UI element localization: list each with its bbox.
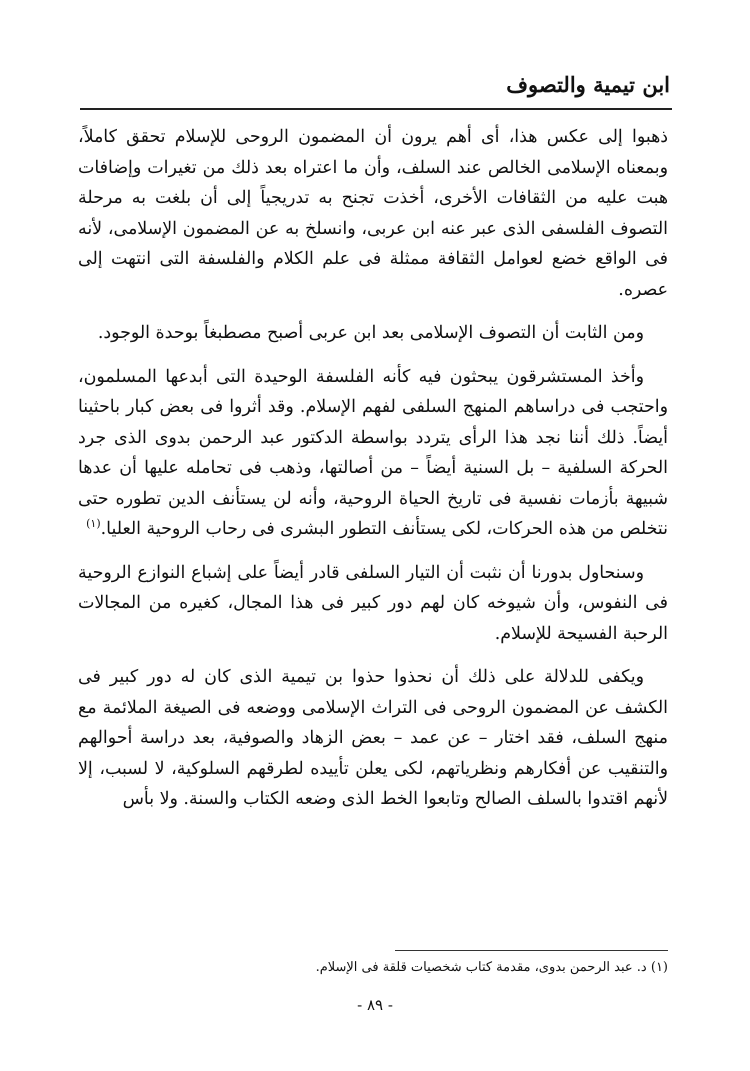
paragraph-4: وسنحاول بدورنا أن نثبت أن التيار السلفى قادر أيضاً على إشباع النوازع الروحية فى النفوس، وأن شيوخه كان لهم دور كبير فى هذا المجال، كغيره من المجالات الرحبة الفسيحة للإسلام.: [78, 562, 668, 644]
paragraph-5: ويكفى للدلالة على ذلك أن نحذوا حذوا بن تيمية الذى كان له دور كبير فى الكشف عن المضمون الروحى فى التراث الإسلامى ووضعه فى الصيغة الملائمة مع منهج السلف، فقد اختار – عن عمد – بعض الزهاد والصوفية، بعد دراسة أحوالهم والتنقيب عن أفكارهم ونظرياتهم، لكى يعلن تأييده لطرقهم السلوكية، لا لسبب، إلا لأنهم اقتدوا بالسلف الصالح وتابعوا الخط الذى وضعه الكتاب والسنة. ولا بأس: [78, 667, 668, 809]
header-divider: [80, 108, 672, 110]
running-header: ابن تيمية والتصوف: [506, 72, 670, 97]
footnote-reference: (١): [86, 517, 101, 531]
footnote: (١) د. عبد الرحمن بدوى، مقدمة كتاب شخصيات قلقة فى الإسلام.: [315, 960, 668, 975]
paragraph-1: ذهبوا إلى عكس هذا، أى أهم يرون أن المضمون الروحى للإسلام تحقق كاملاً، وبمعناه الإسلامى الخالص عند السلف، وأن ما اعتراه بعد ذلك من تغيرات وإضافات هبت عليه من الثقافات الأخرى، أخذت تجنح به تدريجياً إلى أن بلغت به مرحلة التصوف الفلسفى الذى عبر عنه ابن عربى، وانسلخ به عن المضمون الإسلامى، لأنه فى الواقع خضع لعوامل الثقافة ممثلة فى علم الكلام والفلسفة التى انتهت إلى عصره.: [78, 127, 668, 300]
paragraph-3-text: وأخذ المستشرقون يبحثون فيه كأنه الفلسفة الوحيدة التى أبدعها المسلمون، واحتجب فى دراساهم المنهج السلفى لفهم الإسلام. وقد أثروا فى بعض كبار باحثينا أيضاً. ذلك أننا نجد هذا الرأى يتردد بواسطة الدكتور عبد الرحمن بدوى الذى جرد الحركة السلفية – بل السنية أيضاً – من أصالتها، وذهب فى تحامله عليها أن عدها شبيهة بأزمات نفسية فى تاريخ الحياة الروحية، وأنه لن يستأنف الدين تطوره حتى نتخلص من هذه الحركات، لكى يستأنف التطور البشرى فى رحاب الروحية العليا.: [78, 366, 668, 539]
body-text: [78, 122, 668, 828]
page-number: - ٨٩ -: [357, 996, 393, 1014]
footnote-divider: [395, 950, 668, 951]
paragraph-2: ومن الثابت أن التصوف الإسلامى بعد ابن عربى أصبح مصطبغاً بوحدة الوجود.: [97, 323, 644, 343]
paragraph-3: [78, 362, 668, 545]
